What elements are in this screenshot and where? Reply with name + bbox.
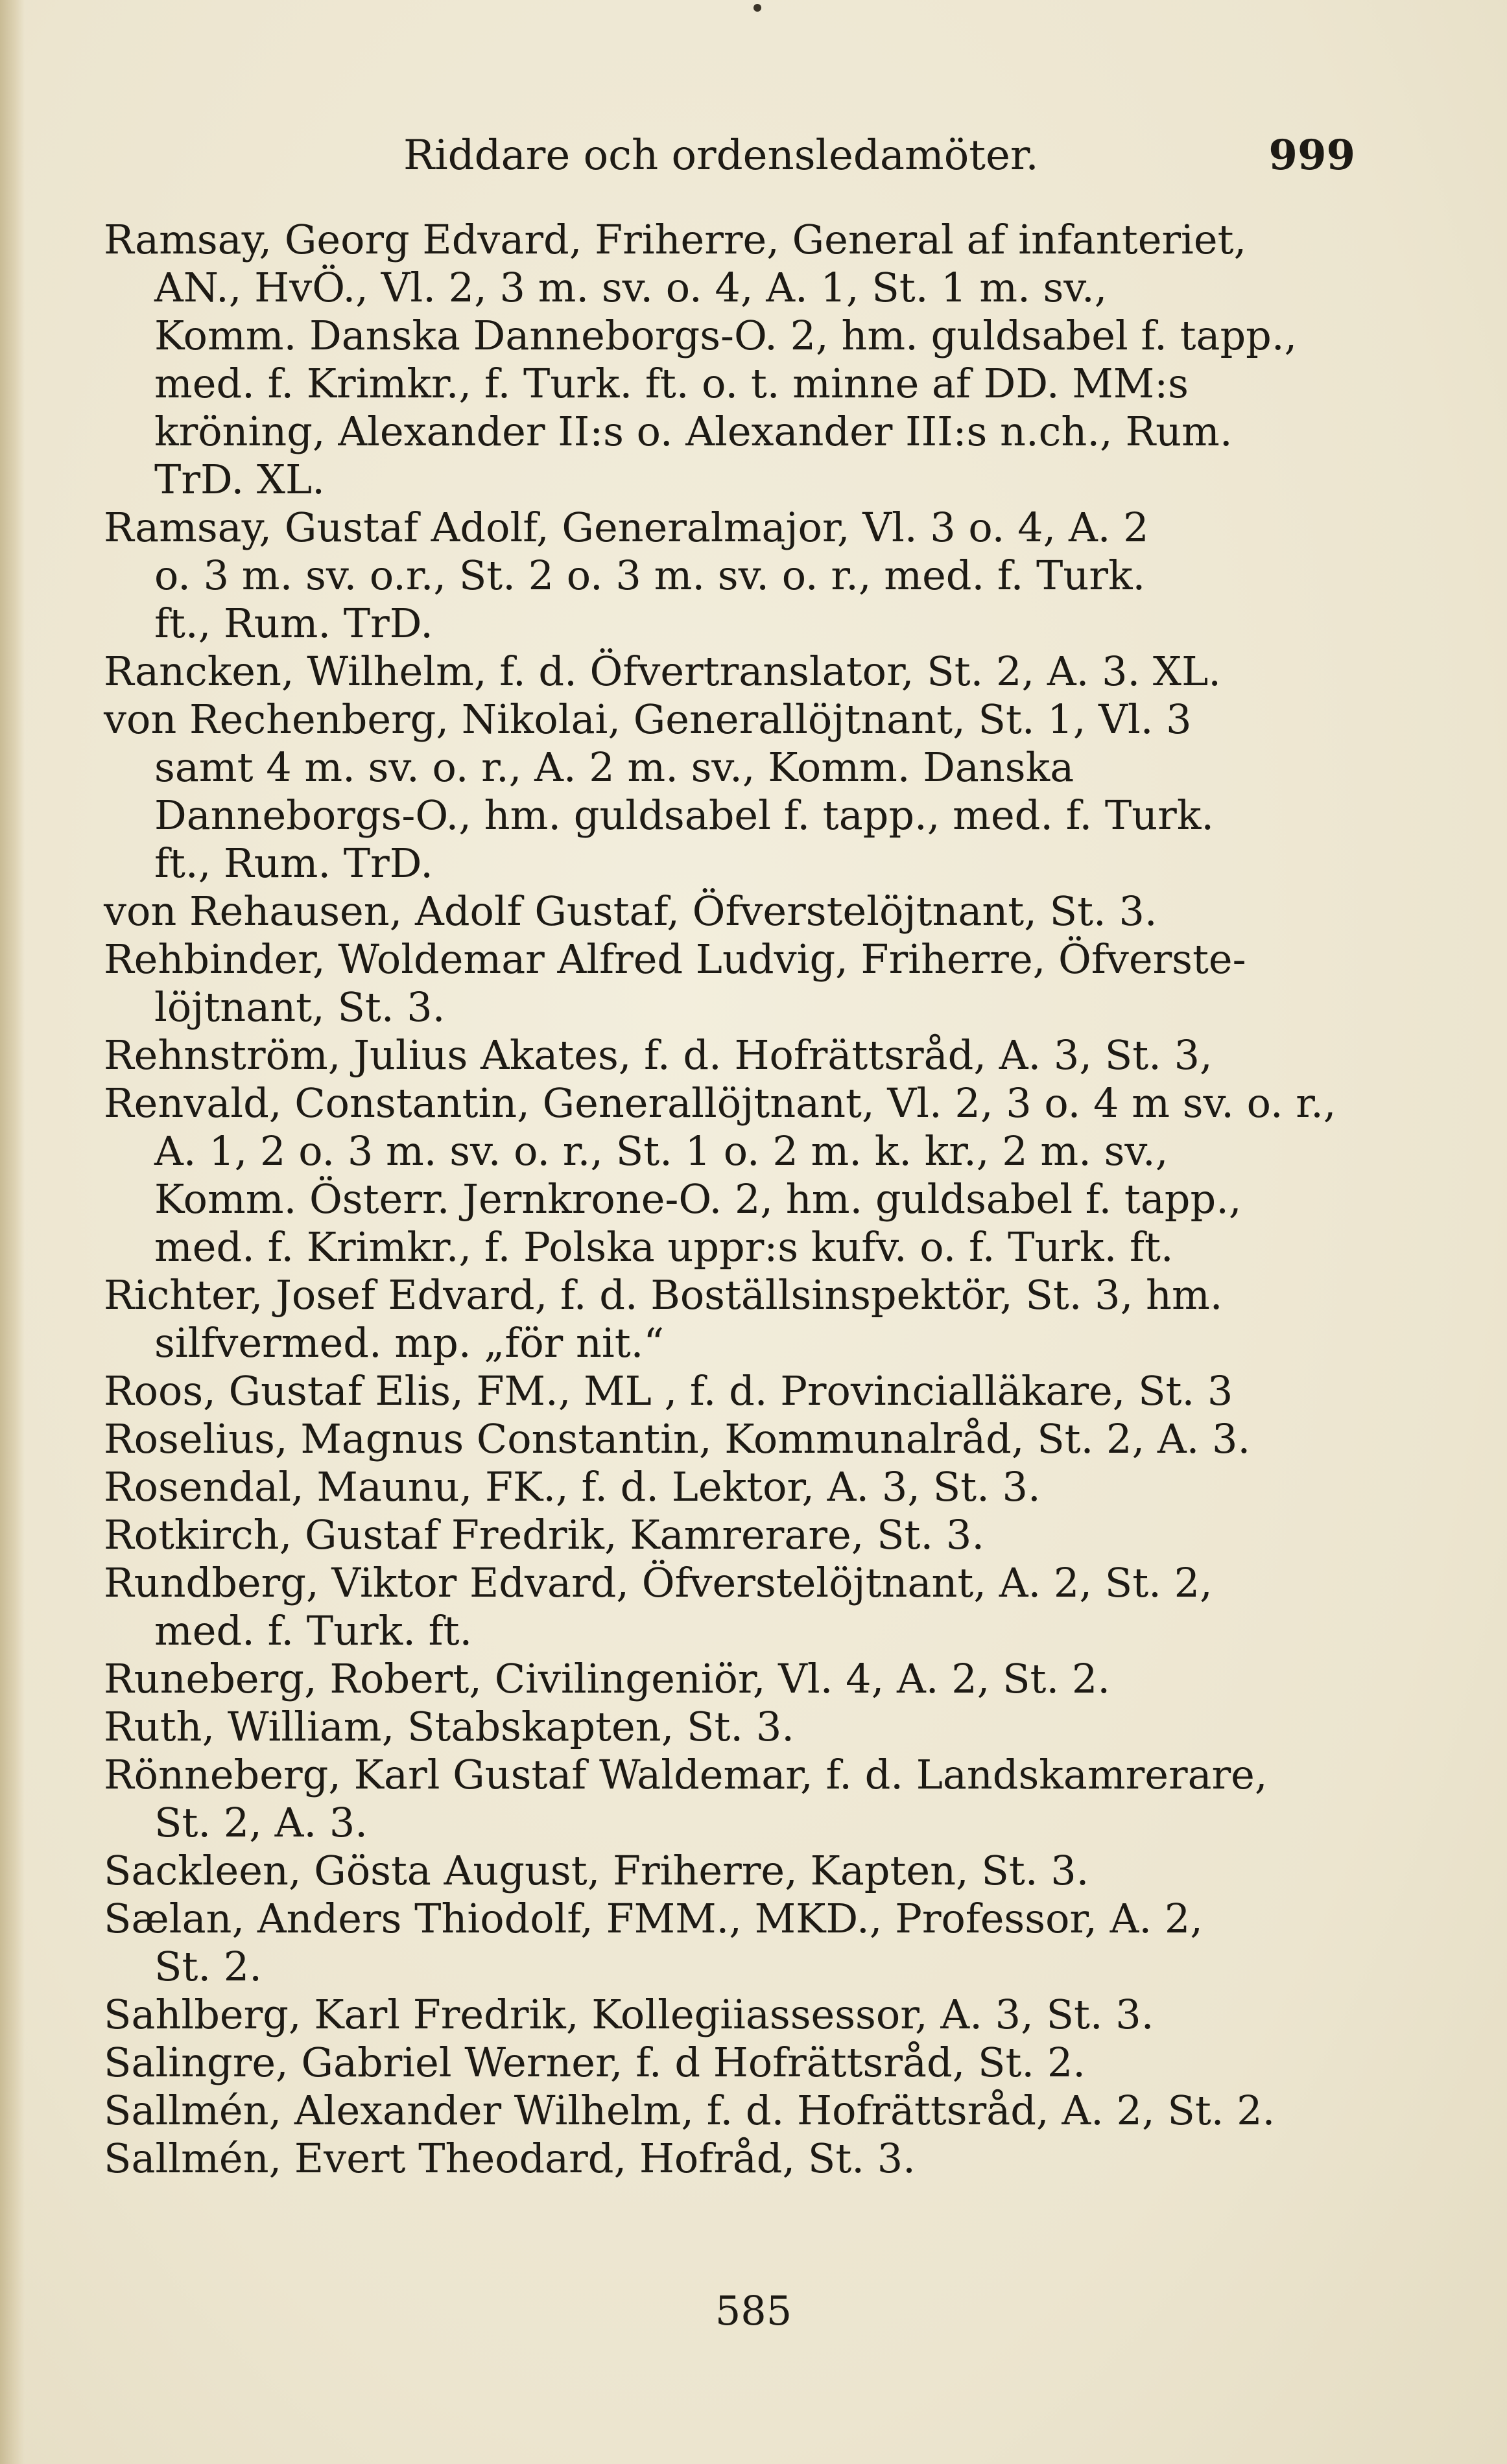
register-entry bbox=[104, 696, 1355, 887]
register-entry bbox=[104, 1895, 1355, 1991]
entry-continuation-line: samt 4 m. sv. o. r., A. 2 m. sv., Komm. Danska bbox=[154, 744, 1074, 791]
running-title: Riddare och ordensledamöter. bbox=[403, 132, 1039, 180]
entry-first-line: Sackleen, Gösta August, Friherre, Kapten, St. 3. bbox=[104, 1847, 1089, 1894]
register-entry bbox=[104, 1511, 1355, 1559]
entry-continuation-line: o. 3 m. sv. o.r., St. 2 o. 3 m. sv. o. r., med. f. Turk. bbox=[154, 552, 1146, 599]
entry-first-line: Sælan, Anders Thiodolf, FMM., MKD., Professor, A. 2, bbox=[104, 1895, 1203, 1942]
register-entry bbox=[104, 1079, 1355, 1271]
entry-first-line: Richter, Josef Edvard, f. d. Boställsinspektör, St. 3, hm. bbox=[104, 1271, 1223, 1319]
entry-continuation-line: Komm. Danska Danneborgs-O. 2, hm. guldsabel f. tapp., bbox=[154, 312, 1298, 359]
entry-first-line: Renvald, Constantin, Generallöjtnant, Vl. 2, 3 o. 4 m sv. o. r., bbox=[104, 1079, 1336, 1127]
entry-continuation-line: med. f. Turk. ft. bbox=[154, 1607, 473, 1654]
entry-first-line: Ramsay, Georg Edvard, Friherre, General af infanteriet, bbox=[104, 216, 1247, 263]
register-entry bbox=[104, 2087, 1355, 2135]
entry-continuation-line: silfvermed. mp. „för nit.“ bbox=[154, 1319, 665, 1367]
register-entry bbox=[104, 648, 1355, 696]
register-entry bbox=[104, 216, 1355, 504]
register-entry bbox=[104, 1559, 1355, 1655]
entry-first-line: Ruth, William, Stabskapten, St. 3. bbox=[104, 1703, 794, 1750]
entry-first-line: Rönneberg, Karl Gustaf Waldemar, f. d. Landskamrerare, bbox=[104, 1751, 1268, 1798]
register-entry bbox=[104, 1031, 1355, 1079]
entry-first-line: von Rehausen, Adolf Gustaf, Öfverstelöjtnant, St. 3. bbox=[104, 887, 1157, 935]
register-entry bbox=[104, 887, 1355, 935]
entry-first-line: Sallmén, Evert Theodard, Hofråd, St. 3. bbox=[104, 2135, 916, 2182]
page-number-bottom: 585 bbox=[715, 2287, 792, 2334]
register-entry bbox=[104, 1703, 1355, 1751]
register-entry bbox=[104, 1751, 1355, 1847]
print-dot-mark bbox=[754, 4, 761, 12]
entry-first-line: von Rechenberg, Nikolai, Generallöjtnant, St. 1, Vl. 3 bbox=[104, 696, 1192, 743]
page-number-top: 999 bbox=[1268, 131, 1355, 180]
register-entry bbox=[104, 504, 1355, 648]
entry-continuation-line: St. 2, A. 3. bbox=[154, 1799, 368, 1846]
entry-first-line: Ramsay, Gustaf Adolf, Generalmajor, Vl. 3 o. 4, A. 2 bbox=[104, 504, 1149, 551]
entry-first-line: Roos, Gustaf Elis, FM., ML , f. d. Provincialläkare, St. 3 bbox=[104, 1367, 1233, 1414]
entry-continuation-line: löjtnant, St. 3. bbox=[154, 983, 445, 1031]
register-entry bbox=[104, 2135, 1355, 2183]
entry-continuation-line: Komm. Österr. Jernkrone-O. 2, hm. guldsabel f. tapp., bbox=[154, 1175, 1242, 1223]
register-entry bbox=[104, 935, 1355, 1031]
entry-continuation-line: A. 1, 2 o. 3 m. sv. o. r., St. 1 o. 2 m. k. kr., 2 m. sv., bbox=[154, 1127, 1169, 1175]
register-entry bbox=[104, 1991, 1355, 2039]
entry-continuation-line: Danneborgs-O., hm. guldsabel f. tapp., med. f. Turk. bbox=[154, 792, 1215, 839]
entry-continuation-line: ft., Rum. TrD. bbox=[154, 600, 434, 647]
register-entry bbox=[104, 1463, 1355, 1511]
entry-continuation-line: med. f. Krimkr., f. Turk. ft. o. t. minne af DD. MM:s bbox=[154, 360, 1189, 407]
entry-continuation-line: AN., HvÖ., Vl. 2, 3 m. sv. o. 4, A. 1, St. 1 m. sv., bbox=[154, 264, 1108, 311]
register-entry bbox=[104, 1367, 1355, 1415]
page-header bbox=[104, 123, 1355, 188]
entry-first-line: Runeberg, Robert, Civilingeniör, Vl. 4, A. 2, St. 2. bbox=[104, 1655, 1111, 1702]
entry-first-line: Salingre, Gabriel Werner, f. d Hofrättsråd, St. 2. bbox=[104, 2039, 1086, 2086]
entry-first-line: Sahlberg, Karl Fredrik, Kollegiiassessor, A. 3, St. 3. bbox=[104, 1991, 1154, 2038]
entry-first-line: Rehnström, Julius Akates, f. d. Hofrättsråd, A. 3, St. 3, bbox=[104, 1031, 1213, 1079]
page-edge-shadow bbox=[0, 0, 25, 2464]
register-entry bbox=[104, 1415, 1355, 1463]
entry-continuation-line: St. 2. bbox=[154, 1943, 262, 1990]
entry-continuation-line: ft., Rum. TrD. bbox=[154, 839, 434, 887]
entry-continuation-line: med. f. Krimkr., f. Polska uppr:s kufv. o. f. Turk. ft. bbox=[154, 1223, 1174, 1271]
register-entry bbox=[104, 1847, 1355, 1895]
entry-first-line: Rehbinder, Woldemar Alfred Ludvig, Friherre, Öfverste- bbox=[104, 935, 1246, 983]
entry-first-line: Sallmén, Alexander Wilhelm, f. d. Hofrättsråd, A. 2, St. 2. bbox=[104, 2087, 1276, 2134]
entry-first-line: Rosendal, Maunu, FK., f. d. Lektor, A. 3, St. 3. bbox=[104, 1463, 1041, 1510]
register-entries bbox=[104, 216, 1355, 2183]
entry-first-line: Rundberg, Viktor Edvard, Öfverstelöjtnant, A. 2, St. 2, bbox=[104, 1559, 1213, 1606]
register-entry bbox=[104, 1655, 1355, 1703]
register-entry bbox=[104, 2039, 1355, 2087]
entry-first-line: Roselius, Magnus Constantin, Kommunalråd, St. 2, A. 3. bbox=[104, 1415, 1251, 1462]
entry-first-line: Rotkirch, Gustaf Fredrik, Kamrerare, St. 3. bbox=[104, 1511, 985, 1558]
register-entry bbox=[104, 1271, 1355, 1367]
entry-first-line: Rancken, Wilhelm, f. d. Öfvertranslator, St. 2, A. 3. XL. bbox=[104, 648, 1221, 695]
entry-continuation-line: kröning, Alexander II:s o. Alexander III:s n.ch., Rum. bbox=[154, 408, 1233, 455]
entry-continuation-line: TrD. XL. bbox=[154, 456, 325, 503]
